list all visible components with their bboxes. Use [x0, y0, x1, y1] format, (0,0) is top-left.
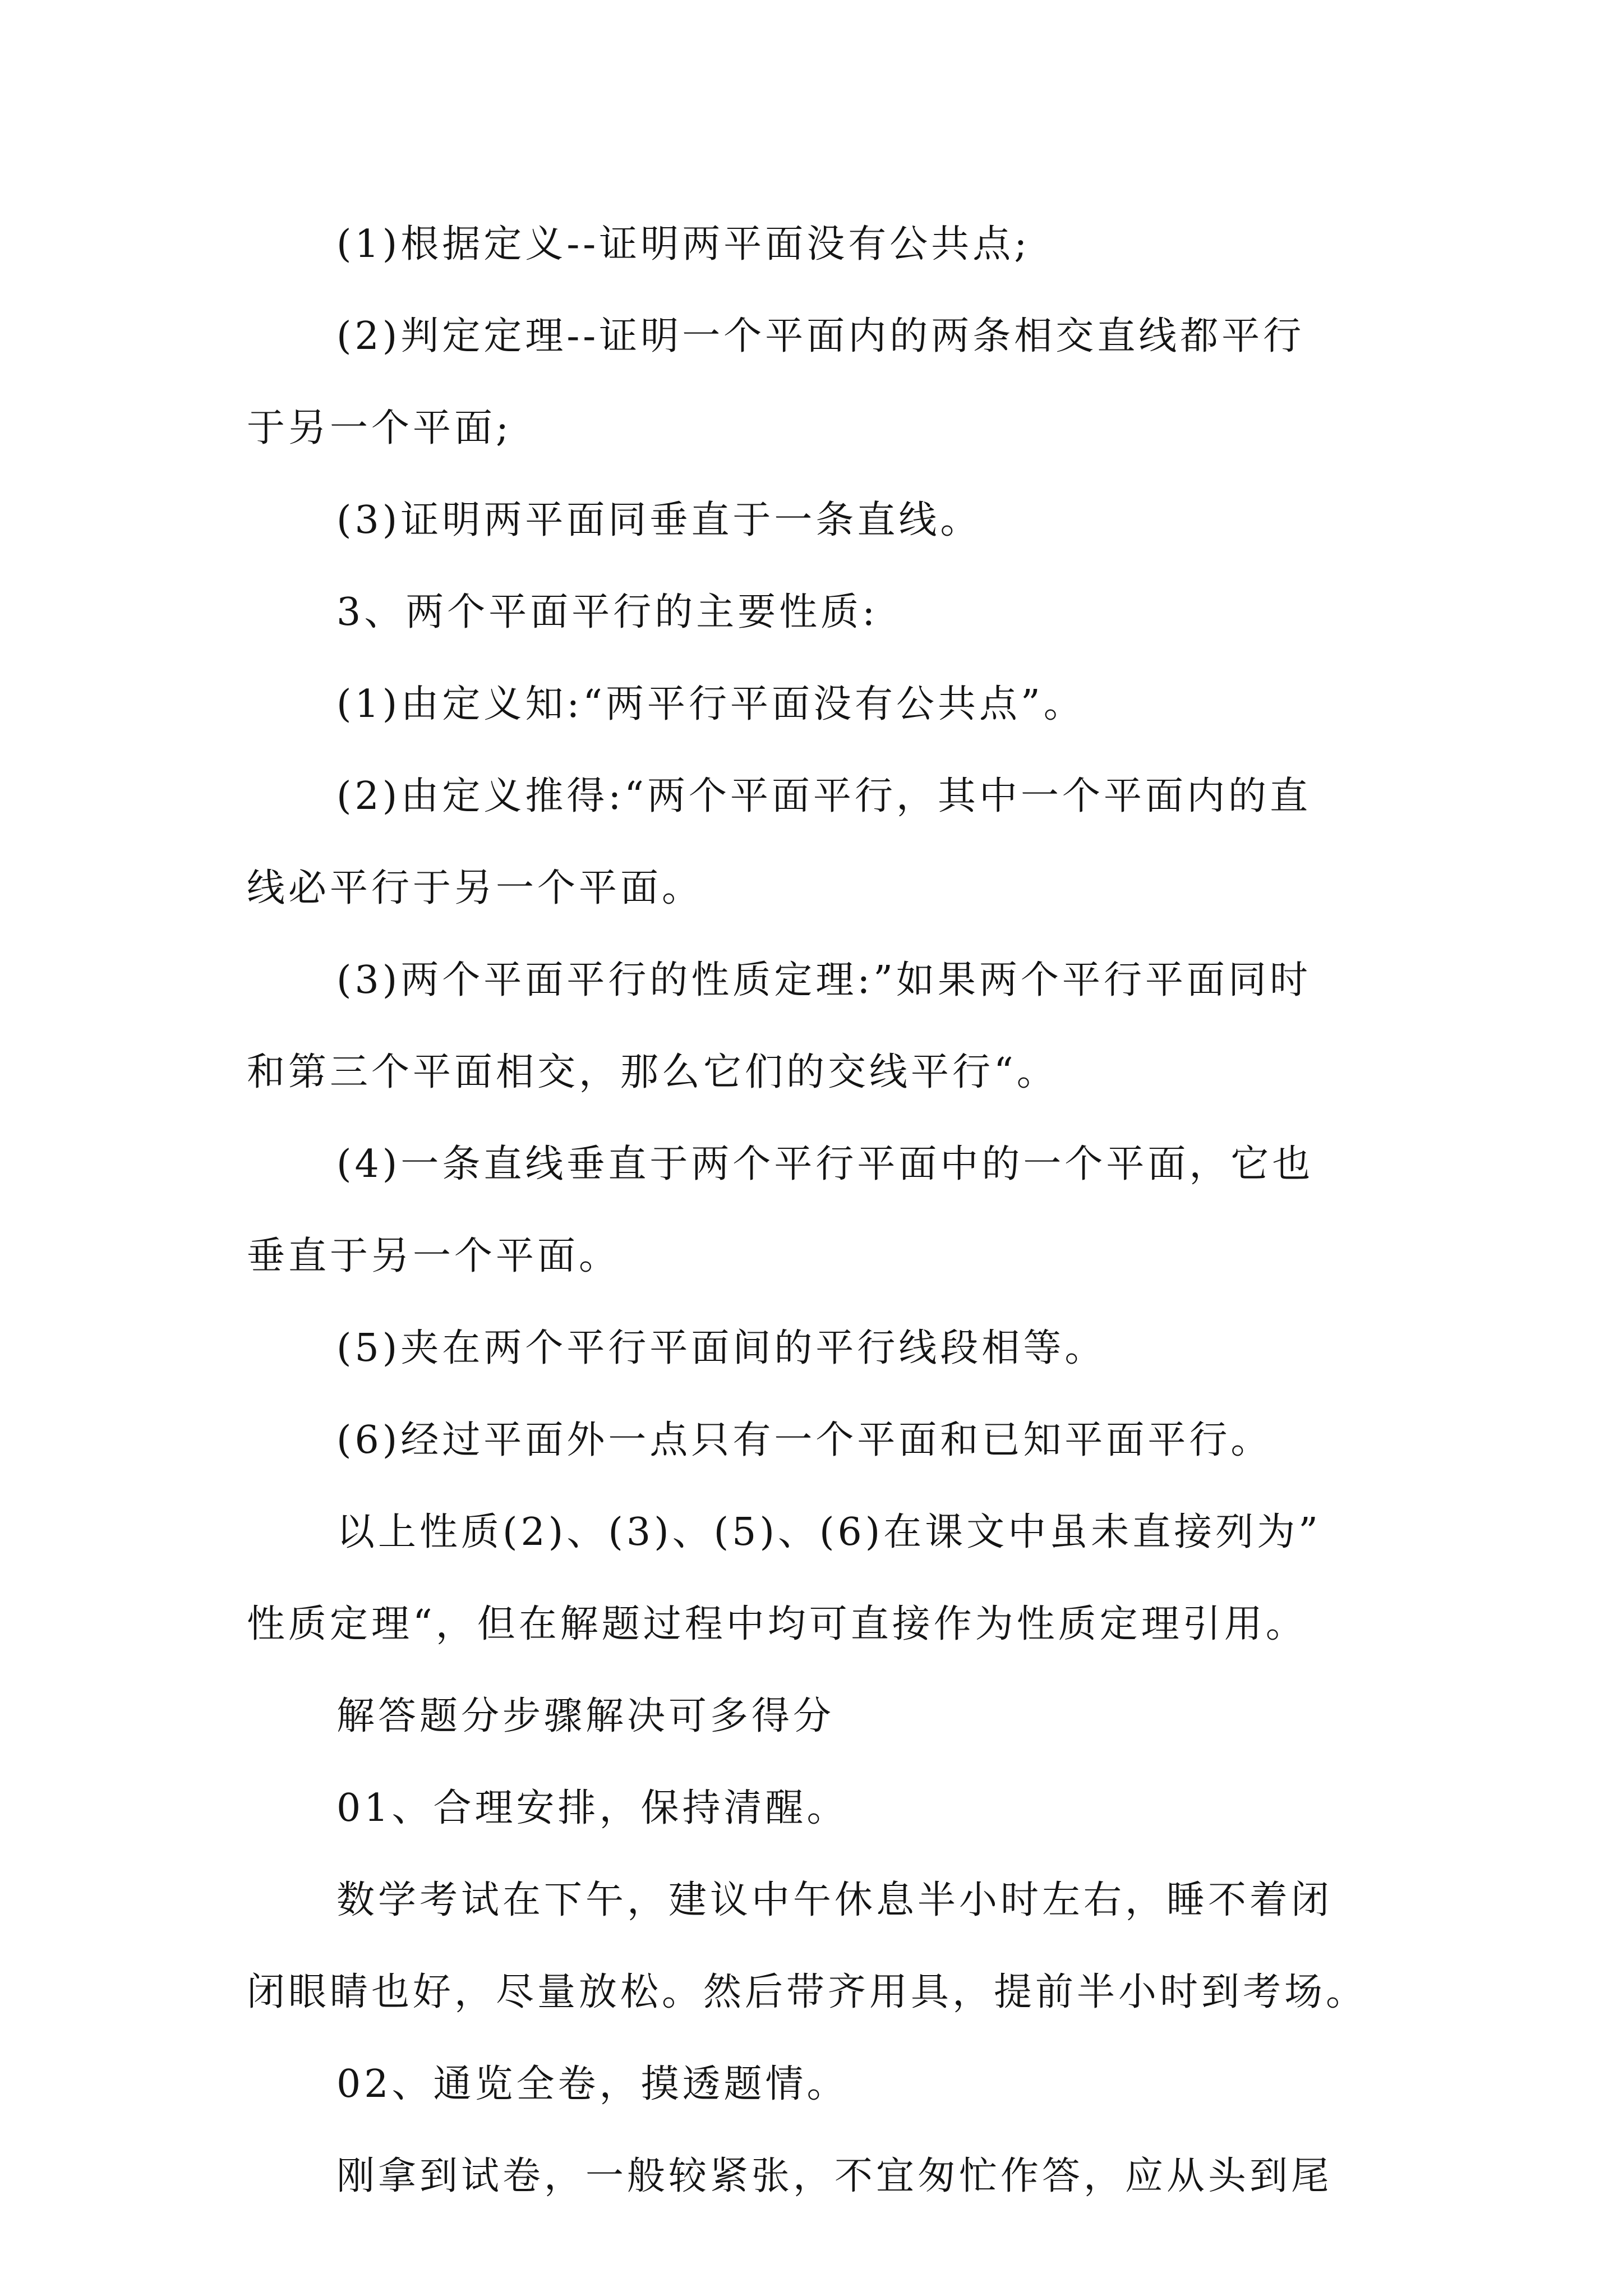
- text-line: (1)由定义知:“两平行平面没有公共点”。: [336, 682, 1085, 726]
- text-line: 线必平行于另一个平面。: [247, 866, 704, 910]
- paragraph: [0, 475, 1623, 567]
- paragraph: [0, 1119, 1623, 1303]
- text-line: 和第三个平面相交，那么它们的交线平行“。: [247, 1050, 1058, 1094]
- section-heading: [0, 1671, 1623, 1763]
- text-line: (6)经过平面外一点只有一个平面和已知平面平行。: [336, 1418, 1272, 1462]
- paragraph: [0, 1487, 1623, 1671]
- text-line: 3、两个平面平行的主要性质:: [336, 590, 879, 634]
- paragraph: [0, 2039, 1623, 2131]
- text-line: (2)判定定理--证明一个平面内的两条相交直线都平行: [336, 314, 1305, 358]
- text-line: 垂直于另一个平面。: [247, 1234, 621, 1278]
- text-line: 02、通览全卷，摸透题情。: [336, 2062, 849, 2106]
- text-line: (1)根据定义--证明两平面没有公共点;: [336, 222, 1031, 266]
- paragraph: [0, 1395, 1623, 1487]
- text-line: 数学考试在下午，建议中午休息半小时左右，睡不着闭: [336, 1878, 1333, 1922]
- text-line: 闭眼睛也好，尽量放松。然后带齐用具，提前半小时到考场。: [247, 1970, 1368, 2014]
- text-line: 解答题分步骤解决可多得分: [336, 1694, 835, 1738]
- text-line: 01、合理安排，保持清醒。: [336, 1786, 849, 1830]
- paragraph: [0, 291, 1623, 475]
- text-line: (3)证明两平面同垂直于一条直线。: [336, 498, 982, 542]
- paragraph: [0, 1763, 1623, 1855]
- section-heading: [0, 567, 1623, 659]
- text-line: 以上性质(2)、(3)、(5)、(6)在课文中虽未直接列为”: [336, 1510, 1322, 1554]
- paragraph: [0, 1855, 1623, 2039]
- text-line: 刚拿到试卷，一般较紧张，不宜匆忙作答，应从头到尾: [336, 2154, 1333, 2198]
- text-line: (2)由定义推得:“两个平面平行，其中一个平面内的直: [336, 774, 1311, 818]
- paragraph: [0, 751, 1623, 935]
- text-line: 性质定理“，但在解题过程中均可直接作为性质定理引用。: [247, 1602, 1307, 1646]
- text-line: (4)一条直线垂直于两个平行平面中的一个平面，它也: [336, 1142, 1314, 1186]
- paragraph: [0, 935, 1623, 1119]
- text-line: (5)夹在两个平行平面间的平行线段相等。: [336, 1326, 1106, 1370]
- text-line: 于另一个平面;: [247, 406, 512, 450]
- text-line: (3)两个平面平行的性质定理:”如果两个平行平面同时: [336, 958, 1311, 1002]
- paragraph: [0, 2131, 1623, 2223]
- paragraph: [0, 199, 1623, 291]
- paragraph: [0, 1303, 1623, 1395]
- paragraph: [0, 659, 1623, 751]
